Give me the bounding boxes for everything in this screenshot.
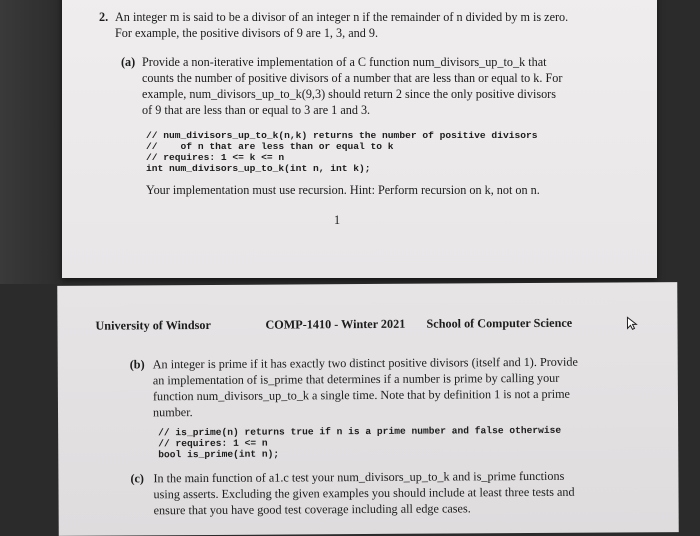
part-b-line-4: number. [152, 405, 193, 420]
part-b-line-3: function num_divisors_up_to_k a single time. Note that by definition 1 is not a prime [152, 386, 570, 404]
page-1 [62, 0, 657, 278]
part-a-code-line-2: // of n that are less than or equal to k [146, 141, 394, 152]
question-number: 2. [99, 10, 109, 24]
header-university: University of Windsor [95, 317, 211, 333]
part-c-line-1: In the main function of a1.c test your num_divisors_up_to_k and is_prime functions [153, 468, 565, 486]
part-c-line-3: ensure that you have good test coverage including all edge cases. [153, 501, 471, 518]
part-b-code-line-3: bool is_prime(int n); [158, 448, 280, 461]
part-c-label: (c) [130, 471, 144, 486]
part-a-requirement: Your implementation must use recursion. Hint: Perform recursion on k, not on n. [146, 183, 540, 197]
part-a-code-line-4: int num_divisors_up_to_k(int n, int k); [146, 163, 371, 174]
part-b-line-1: An integer is prime if it has exactly two distinct positive divisors (itself and 1). Provide [152, 354, 578, 372]
question-text-line-2: For example, the positive divisors of 9 are 1, 3, and 9. [115, 26, 378, 40]
question-text-line-1: An integer m is said to be a divisor of an integer n if the remainder of n divided by m is zero. [115, 10, 569, 24]
page-2 [57, 282, 679, 536]
part-a-code-line-3: // requires: 1 <= k <= n [146, 152, 285, 163]
part-a-line-2: counts the number of positive divisors of a number that are less than or equal to k. For [142, 71, 563, 85]
header-course: COMP-1410 - Winter 2021 [265, 316, 406, 332]
part-a-line-4: of 9 that are less than or equal to 3 are 1 and 3. [142, 103, 371, 117]
desk-background [0, 0, 62, 284]
part-a-code-line-1: // num_divisors_up_to_k(n,k) returns the number of positive divisors [146, 130, 538, 141]
part-b-label: (b) [129, 357, 145, 372]
part-a-line-3: example, num_divisors_up_to_k(9,3) should return 2 since the only positive divisors [142, 87, 556, 101]
header-school: School of Computer Science [426, 315, 573, 331]
part-b-code-line-1: // is_prime(n) returns true if n is a prime number and false otherwise [158, 424, 562, 439]
part-a-label: (a) [121, 55, 136, 69]
part-c-line-2: using asserts. Excluding the given examples you should include at least three tests and [153, 484, 575, 502]
part-b-line-2: an implementation of is_prime that determines if a number is prime by calling your [152, 370, 560, 388]
page-number: 1 [334, 213, 341, 227]
mouse-cursor-icon [625, 316, 637, 330]
part-a-line-1: Provide a non-iterative implementation of a C function num_divisors_up_to_k that [142, 55, 547, 69]
part-b-code-line-2: // requires: 1 <= n [158, 437, 268, 450]
